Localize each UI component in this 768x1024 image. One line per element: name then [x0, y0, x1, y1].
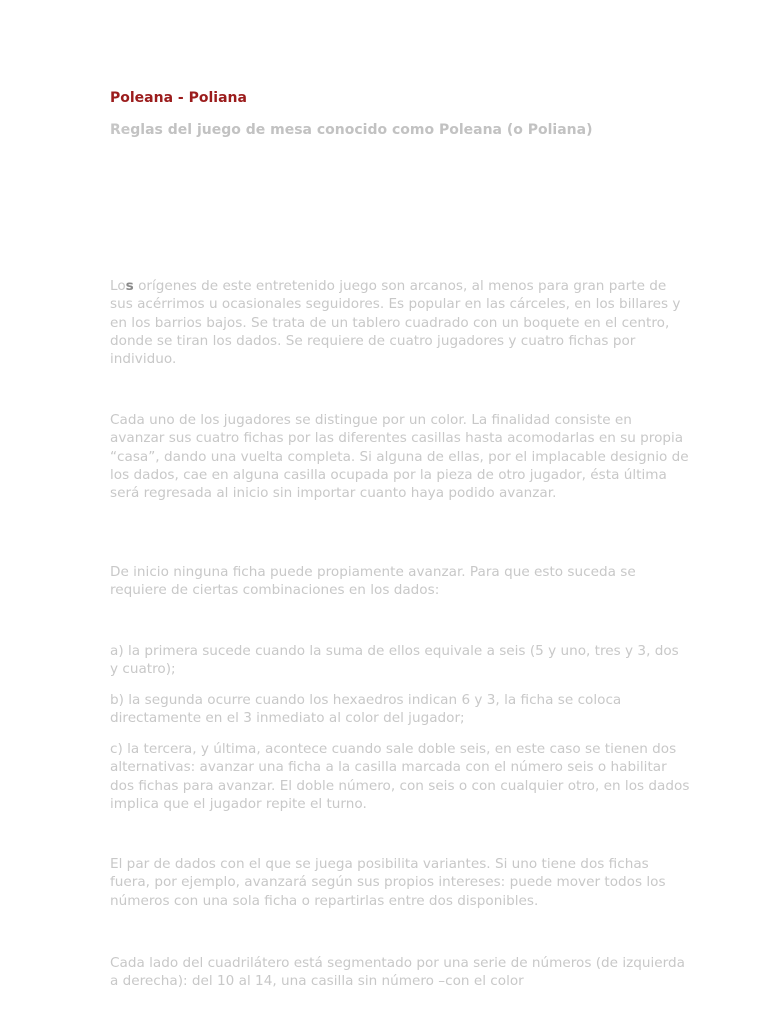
paragraph-players: Cada uno de los jugadores se distingue por un color. La finalidad consiste en avanzar sus cuatro fichas por las diferentes casillas hasta acomodarlas en su propia “casa”, dando una vuelta completa. Si alguna de ellas, por el implacable designio de los dados, cae en alguna casilla ocupada por la pieza de otro jugador, ésta última será regresada al inicio sin importar cuanto haya podido avanzar.: [110, 412, 689, 502]
subtitle-rest: glas del juego de mesa conocido como Poleana (o Poliana): [130, 122, 593, 138]
paragraph-dice-variants: El par de dados con el que se juega posibilita variantes. Si uno tiene dos fichas fuera, por ejemplo, avanzará según sus propios intereses: puede mover todos los números con una sola ficha o repartirlas entre dos disponibles.: [110, 856, 666, 909]
paragraph-start: De inicio ninguna ficha puede propiamente avanzar. Para que esto suceda se requiere de ciertas combinaciones en los dados:: [110, 564, 636, 599]
paragraph-board-sides: Cada lado del cuadrilátero está segmentado por una serie de números (de izquierda a derecha): del 10 al 14, una casilla sin número –con el color: [110, 955, 685, 990]
paragraph-rule-c: c) la tercera, y última, acontece cuando sale doble seis, en este caso se tienen dos alternativas: avanzar una ficha a la casilla marcada con el número seis o habilitar dos fichas para avanzar. El doble número, con seis o con cualquier otro, en los dados implica que el jugador repite el turno.: [110, 741, 690, 812]
document-subtitle: [110, 122, 593, 138]
subtitle-lead: Re: [110, 122, 131, 138]
paragraph-rule-b: b) la segunda ocurre cuando los hexaedros indican 6 y 3, la ficha se coloca directamente en el 3 inmediato al color del jugador;: [110, 692, 622, 727]
paragraph-text: orígenes de este entretenido juego son arcanos, al menos para gran parte de sus acérrimos u ocasionales seguidores. Es popular en las cárceles, en los billares y en los barrios bajos. Se trata de un tablero cuadrado con un boquete en el centro, donde se tiran los dados. Se requiere de cuatro jugadores y cuatro fichas por individuo.: [110, 278, 681, 368]
paragraph-origins: [110, 277, 690, 368]
paragraph-rule-a: a) la primera sucede cuando la suma de ellos equivale a seis (5 y uno, tres y 3, dos y cuatro);: [110, 643, 679, 678]
paragraph-lead: Lo: [110, 278, 126, 294]
document-title: Poleana - Poliana: [110, 90, 247, 106]
paragraph-lead-dark: s: [125, 278, 134, 294]
